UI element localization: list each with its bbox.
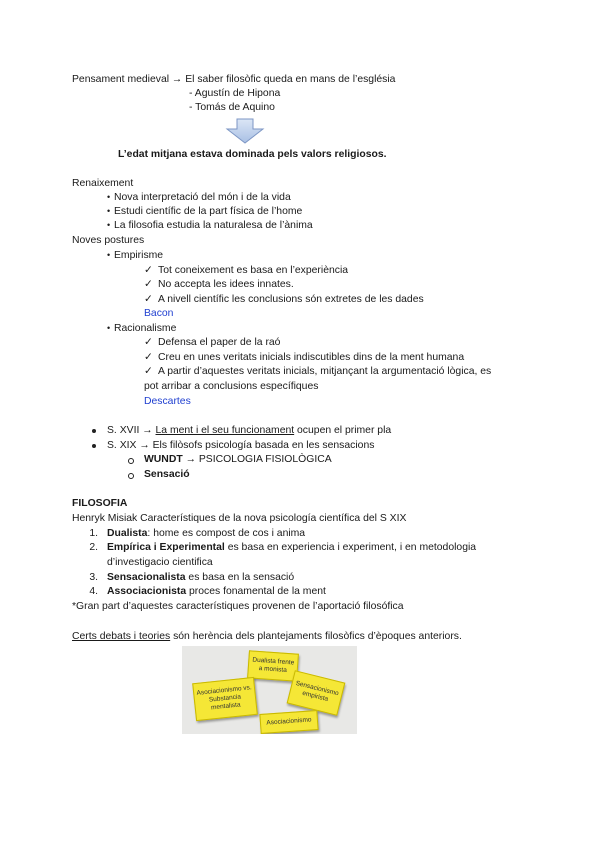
renaixement-item-2: Estudi científic de la part física de l’home xyxy=(114,206,303,217)
bullet-ring-icon xyxy=(128,473,134,479)
filosofia-item-2-cont: d’investigacio cientifica xyxy=(107,557,213,568)
racionalisme-check-3: A partir d’aquestes veritats inicials, mitjançant la argumentació lògica, es xyxy=(158,366,492,377)
empirisme-check-3: A nivell científic les conclusions són extretes de les dades xyxy=(158,294,424,305)
sticky-notes-photo xyxy=(182,646,357,734)
s17-prefix: S. XVII → xyxy=(107,425,153,436)
bullet-icon: • xyxy=(107,250,111,260)
filosofia-footnote: *Gran part d’aquestes característiques provenen de l’aportació filosófica xyxy=(72,601,404,612)
summary-text: L’edat mitjana estava dominada pels valors religiosos. xyxy=(118,149,387,160)
debats-rest: són herència dels plantejaments filosòfics d’èpoques anteriors. xyxy=(170,631,462,642)
filosofia-item-4 xyxy=(107,585,326,598)
wundt-name: WUNDT xyxy=(144,454,183,465)
s17-suffix: ocupen el primer pla xyxy=(297,425,392,436)
intro-line: Pensament medieval → El saber filosòfic queda en mans de l’església xyxy=(72,74,396,85)
filosofia-intro: Henryk Misiak Característiques de la nova psicología científica del S XIX xyxy=(72,513,407,524)
intro-sub-tomas: - Tomás de Aquino xyxy=(189,102,275,113)
down-arrow-icon xyxy=(225,118,265,144)
debats-line xyxy=(72,630,462,643)
sticky-note: Asociacionismo vs. Substancia mentalista xyxy=(192,677,258,721)
term: Sensacionalista xyxy=(107,572,186,583)
filosofia-item-2 xyxy=(107,541,476,554)
term: Dualista xyxy=(107,528,148,539)
term-desc: es basa en experiencia i experiment, i en metodologia xyxy=(224,542,477,553)
sticky-note: Sensacionismo empirista xyxy=(287,670,346,716)
wundt-line xyxy=(144,453,332,466)
heading-renaixement: Renaixement xyxy=(72,178,134,189)
term: Associacionista xyxy=(107,586,187,597)
s17-underlined: La ment i el seu funcionament xyxy=(155,425,295,436)
heading-noves-postures: Noves postures xyxy=(72,235,145,246)
racionalisme-check-1: Defensa el paper de la raó xyxy=(158,337,281,348)
racionalisme-author: Descartes xyxy=(144,396,191,407)
bullet-icon: • xyxy=(107,220,111,230)
term-desc: : home es compost de cos i anima xyxy=(147,528,306,539)
checkmark-icon: ✓ xyxy=(144,352,153,363)
s19-line: S. XIX → Els filòsofs psicología basada en les sensacions xyxy=(107,440,375,451)
checkmark-icon: ✓ xyxy=(144,294,153,305)
filosofia-item-1 xyxy=(107,527,305,540)
bullet-ring-icon xyxy=(128,458,134,464)
list-number: 3. xyxy=(89,572,98,583)
term: Empírica i Experimental xyxy=(107,542,225,553)
sticky-note: Dualista frente a monista xyxy=(247,650,299,681)
renaixement-item-1: Nova interpretació del món i de la vida xyxy=(114,192,291,203)
s17-line xyxy=(107,424,391,437)
bullet-dot-icon xyxy=(92,429,96,433)
wundt-rest: → PSICOLOGIA FISIOLÒGICA xyxy=(185,454,332,465)
racionalisme-check-2: Creu en unes veritats inicials indiscutibles dins de la ment humana xyxy=(158,352,465,363)
empirisme-author: Bacon xyxy=(144,308,174,319)
bullet-icon: • xyxy=(107,192,111,202)
empirisme-check-2: No accepta les idees innates. xyxy=(158,279,294,290)
checkmark-icon: ✓ xyxy=(144,366,153,377)
debats-underlined: Certs debats i teories xyxy=(72,631,171,642)
racionalisme-check-3-cont: pot arribar a conclusions específiques xyxy=(144,381,319,392)
list-number: 4. xyxy=(89,586,98,597)
sticky-note: Asociacionismo xyxy=(259,710,318,734)
checkmark-icon: ✓ xyxy=(144,265,153,276)
heading-filosofia: FILOSOFIA xyxy=(72,498,128,509)
racionalisme-label: Racionalisme xyxy=(114,323,177,334)
list-number: 2. xyxy=(89,542,98,553)
bullet-dot-icon xyxy=(92,444,96,448)
bullet-icon: • xyxy=(107,323,111,333)
empirisme-label: Empirisme xyxy=(114,250,164,261)
term-desc: es basa en la sensació xyxy=(185,572,295,583)
checkmark-icon: ✓ xyxy=(144,279,153,290)
list-number: 1. xyxy=(89,528,98,539)
empirisme-check-1: Tot coneixement es basa en l’experiència xyxy=(158,265,349,276)
filosofia-item-3 xyxy=(107,571,294,584)
term-desc: proces fonamental de la ment xyxy=(186,586,326,597)
intro-sub-agustin: - Agustín de Hipona xyxy=(189,88,281,99)
renaixement-item-3: La filosofia estudia la naturalesa de l’ànima xyxy=(114,220,313,231)
checkmark-icon: ✓ xyxy=(144,337,153,348)
bullet-icon: • xyxy=(107,206,111,216)
sensacio-label: Sensació xyxy=(144,469,190,480)
